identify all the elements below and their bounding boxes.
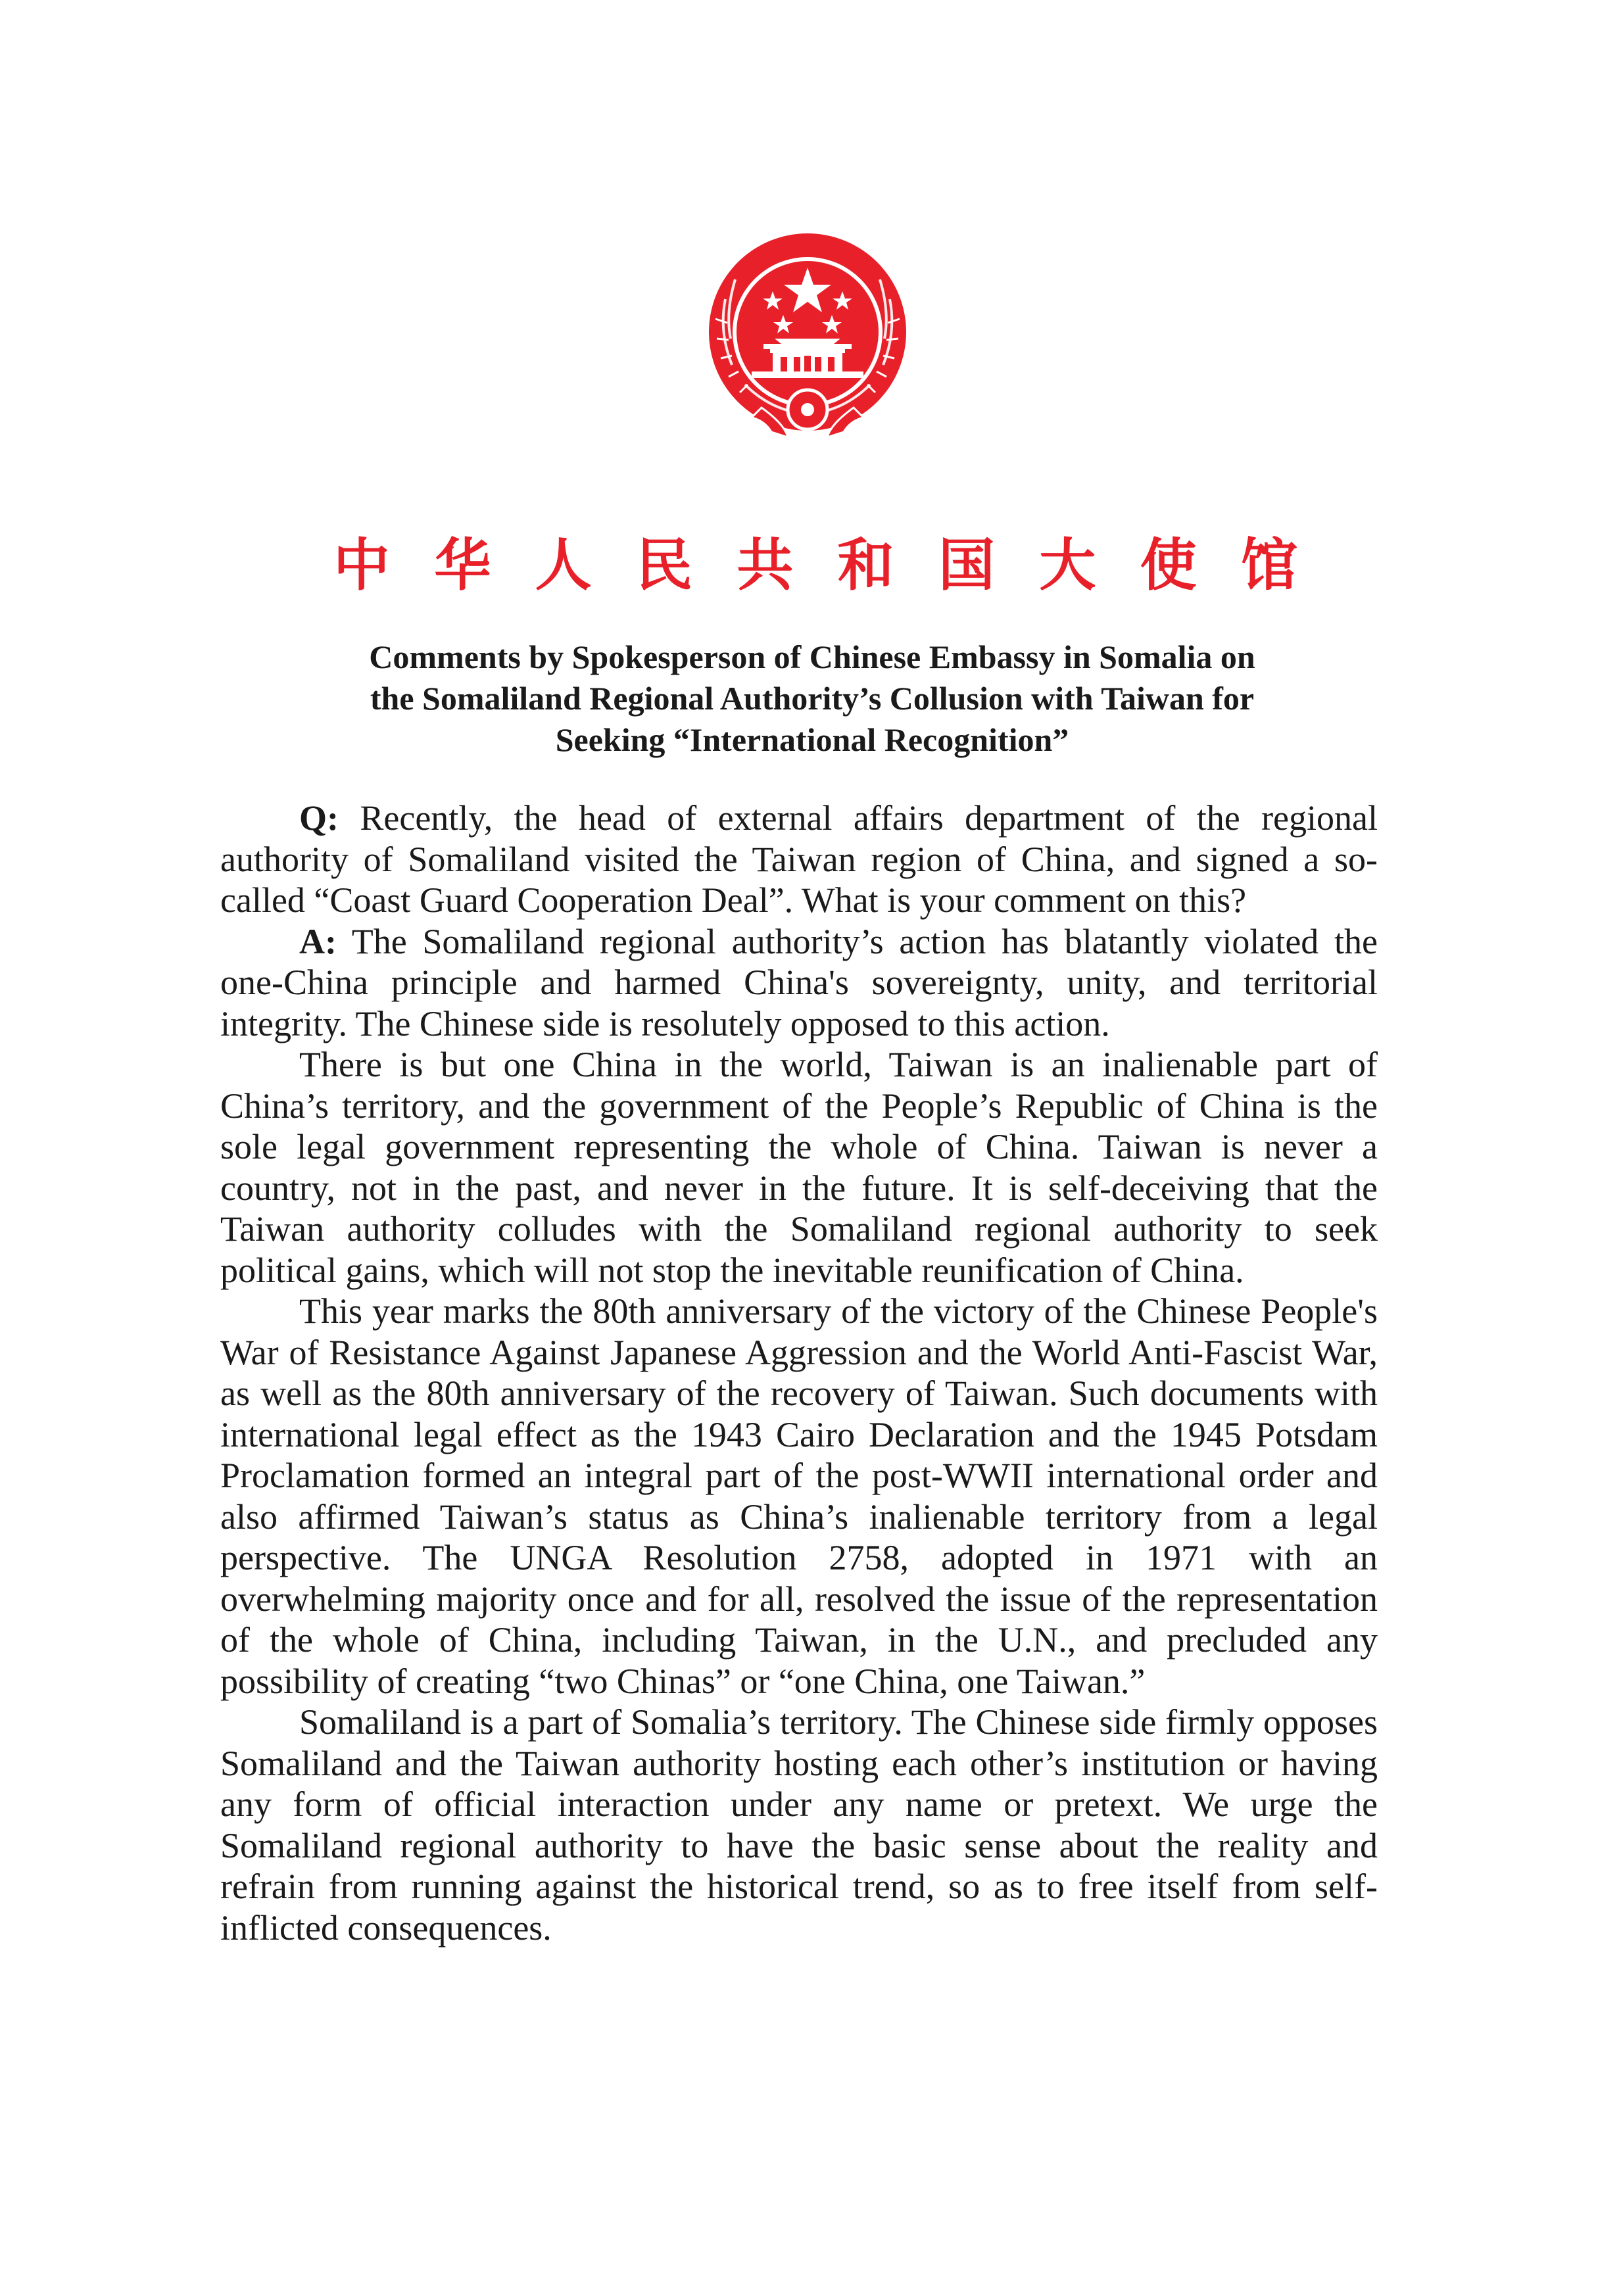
document-body: [220, 798, 1378, 1948]
embassy-name: [329, 526, 1302, 605]
embassy-char: 共: [737, 533, 794, 598]
embassy-char: 大: [1039, 533, 1096, 598]
question-text: Recently, the head of external affairs department of the regional authority of Somaliland visited the Taiwan region of China, and signed a so-called “Coast Guard Cooperation Deal”. What is your comment on this?: [220, 798, 1378, 920]
title-line: the Somaliland Regional Authority’s Collusion with Taiwan for: [370, 680, 1255, 717]
body-paragraph-somaliland: Somaliland is a part of Somalia’s territory. The Chinese side firmly opposes Somaliland and the Taiwan authority hosting each other’s institution or having any form of official interaction under any name or pretext. We urge the Somaliland regional authority to have the basic sense about the reality and refrain from running against the historical trend, so as to free itself from self-inflicted consequences.: [220, 1702, 1378, 1948]
answer-label: A:: [299, 921, 337, 961]
embassy-char: 国: [938, 533, 995, 598]
body-paragraph-anniversary: This year marks the 80th anniversary of the victory of the Chinese People's War of Resistance Against Japanese Aggression and the World Anti-Fascist War, as well as the 80th anniversary of the recovery of Taiwan. Such documents with international legal effect as the 1943 Cairo Declaration and the 1945 Potsdam Proclamation formed an integral part of the post-WWII international order and also affirmed Taiwan’s status as China’s inalienable territory from a legal perspective. The UNGA Resolution 2758, adopted in 1971 with an overwhelming majority once and for all, resolved the issue of the representation of the whole of China, including Taiwan, in the U.N., and precluded any possibility of creating “two Chinas” or “one China, one Taiwan.”: [220, 1291, 1378, 1701]
title-line: Comments by Spokesperson of Chinese Embassy in Somalia on: [369, 638, 1255, 675]
embassy-char: 中: [333, 533, 390, 598]
embassy-char: 和: [837, 533, 894, 598]
question-paragraph: [220, 798, 1378, 921]
embassy-char: 使: [1140, 533, 1197, 598]
body-paragraph-one-china: There is but one China in the world, Taiwan is an inalienable part of China’s territory, and the government of the People’s Republic of China is the sole legal government representing the whole of China. Taiwan is never a country, not in the past, and never in the future. It is self-deceiving that the Taiwan authority colludes with the Somaliland regional authority to seek political gains, which will not stop the inevitable reunification of China.: [220, 1045, 1378, 1290]
national-emblem-icon: [699, 227, 916, 444]
answer-text: The Somaliland regional authority’s action has blatantly violated the one-China principle and harmed China's sovereignty, unity, and territorial integrity. The Chinese side is resolutely opposed to this action.: [220, 921, 1378, 1043]
document-title: [217, 636, 1407, 761]
title-line: Seeking “International Recognition”: [555, 721, 1069, 758]
embassy-char: 人: [535, 533, 592, 598]
embassy-char: 馆: [1240, 533, 1297, 598]
embassy-char: 民: [635, 533, 692, 598]
embassy-char: 华: [434, 533, 491, 598]
answer-paragraph: [220, 921, 1378, 1045]
question-label: Q:: [299, 798, 339, 838]
